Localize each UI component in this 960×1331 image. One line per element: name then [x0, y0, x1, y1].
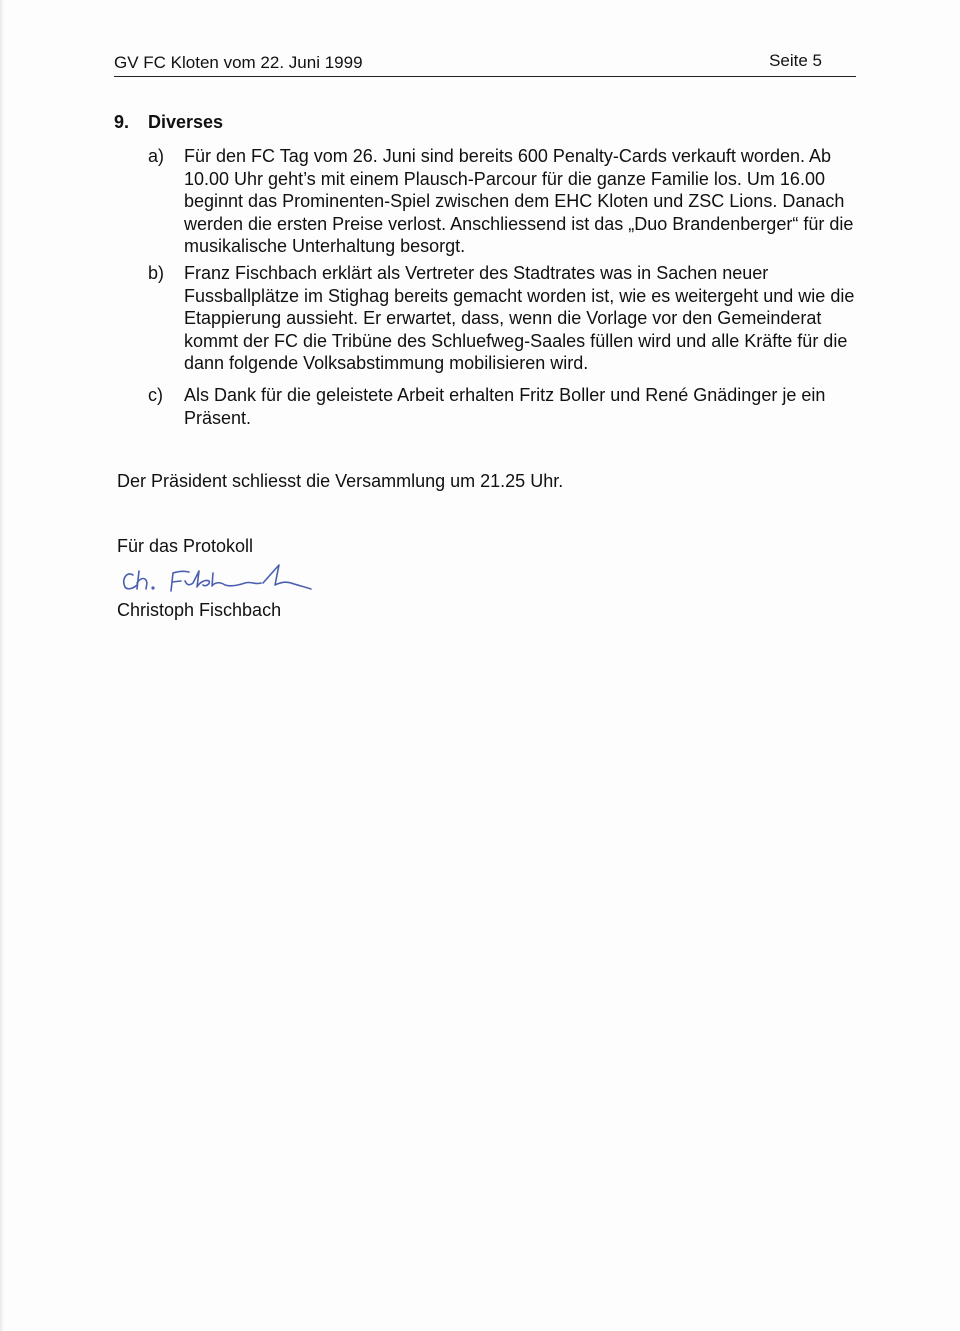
list-item-c	[148, 384, 858, 429]
item-text: Franz Fischbach erklärt als Vertreter des Stadtrates was in Sachen neuer Fussballplätze im Stighag bereits gemacht worden ist, wie es weitergeht und wie die Etappierung aussieht. Er erwartet, dass, wenn die Vorlage vor den Gemeinderat kommt der FC die Tribüne des Schluefweg-Saales füllen wird und alle Kräfte für die dann folgende Volksabstimmung mobilisieren wird.	[184, 263, 855, 373]
page-header	[114, 50, 856, 77]
header-title: GV FC Kloten vom 22. Juni 1999	[114, 53, 363, 72]
item-text: Für den FC Tag vom 26. Juni sind bereits 600 Penalty-Cards verkauft worden. Ab 10.00 Uhr geht’s mit einem Plausch-Parcour für die ganze Familie los. Um 16.00 beginnt das Prominenten-Spiel zwischen dem EHC Kloten und ZSC Lions. Danach werden die ersten Preise verlost. Anschliessend ist das „Duo Brandenberger“ für die musikalische Unterhaltung besorgt.	[184, 146, 854, 256]
item-text: Als Dank für die geleistete Arbeit erhalten Fritz Boller und René Gnädinger je ein Präsent.	[184, 385, 826, 428]
item-marker: a)	[148, 146, 165, 166]
item-marker: b)	[148, 263, 165, 283]
section-heading	[114, 112, 223, 133]
list-item-a	[148, 145, 858, 258]
protocol-label: Für das Protokoll	[117, 536, 254, 556]
list-item-b	[148, 262, 858, 375]
scan-edge	[0, 0, 4, 1331]
closing-statement: Der Präsident schliesst die Versammlung um 21.25 Uhr.	[117, 471, 564, 491]
signer-name: Christoph Fischbach	[117, 600, 282, 620]
section-title: Diverses	[148, 112, 224, 132]
page-number: Seite 5	[769, 51, 822, 70]
item-marker: c)	[148, 385, 163, 405]
handwritten-signature	[113, 553, 323, 599]
section-number: 9.	[114, 112, 130, 132]
